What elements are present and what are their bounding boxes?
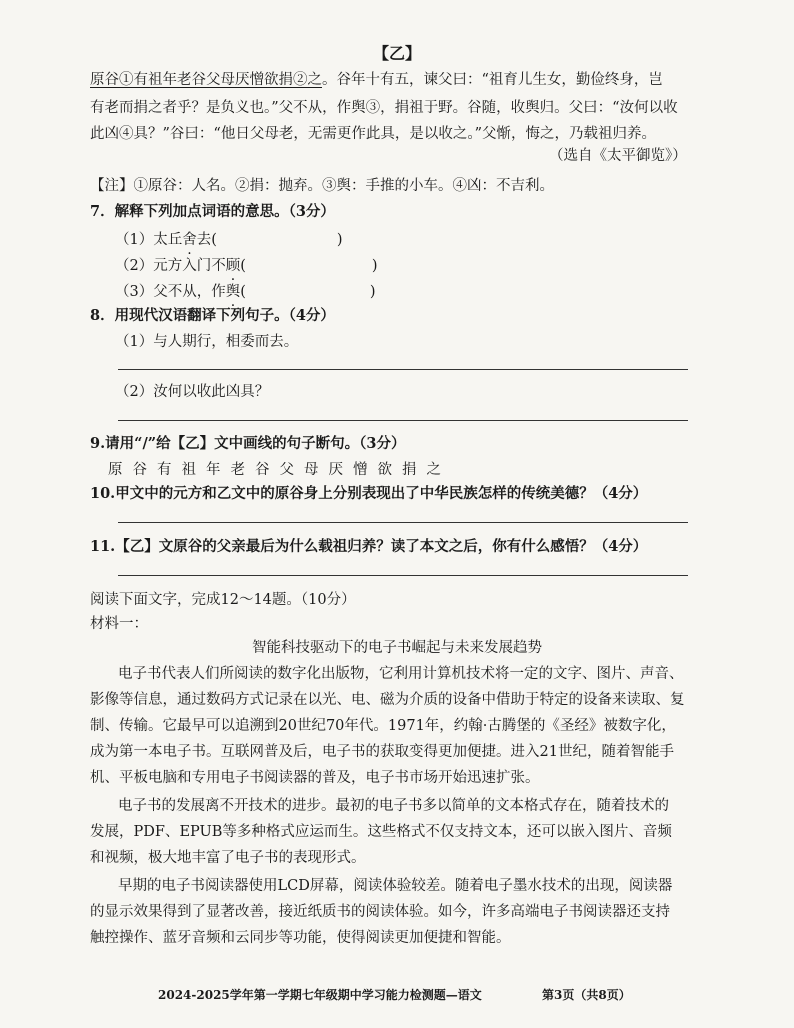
annotation-note: 【注】①原谷：人名。②捐：抛弃。③舆：手推的小车。④凶：不吉利。 [90, 178, 554, 194]
q7-item-2: （2）元方入门不顾( ) [115, 258, 378, 274]
material-label: 材料一： [90, 616, 148, 632]
q10-title: 10.甲文中的元方和乙文中的原谷身上分别表现出了中华民族怎样的传统美德？（4分） [90, 485, 648, 502]
q9-title: 9.请用“/”给【乙】文中画线的句子断句。（3分） [90, 435, 406, 452]
p3-line-1: 早期的电子书阅读器使用LCD屏幕，阅读体验较差。随着电子墨水技术的出现，阅读器 [118, 878, 673, 894]
answer-line[interactable] [118, 420, 688, 421]
q7-item-1: （1）太丘舍去( ) [115, 232, 343, 248]
p1-line-2: 影像等信息，通过数码方式记录在以光、电、磁为介质的设备中借助于特定的设备来读取、复 [90, 692, 685, 708]
dotted-word: 舍 [182, 232, 197, 248]
q9-sentence: 原谷有祖年老谷父母厌憎欲捐之 [108, 462, 451, 478]
dotted-word: 舆 [225, 284, 241, 300]
p1-line-4: 成为第一本电子书。互联网普及后，电子书的获取变得更加便捷。进入21世纪，随着智能手 [90, 744, 674, 760]
q7-item-3: （3）父不从，作舆( ) [115, 284, 376, 300]
p3-line-3: 触控操作、蓝牙音频和云同步等功能，使得阅读更加便捷和智能。 [90, 930, 511, 946]
yi-line-1 [90, 70, 663, 90]
yi-line-2: 有老而捐之者乎？是负义也。”父不从，作舆③，捐祖于野。谷随，收舆归。父曰：“汝何以收 [90, 100, 678, 116]
q8-sentence-2: （2）汝何以收此凶具？ [115, 384, 270, 400]
yi-source: （选自《太平御览》） [549, 148, 687, 164]
reading-intro: 阅读下面文字，完成12～14题。（10分） [90, 592, 356, 608]
q8-sentence-1: （1）与人期行，相委而去。 [115, 334, 299, 350]
q7-title: 7．解释下列加点词语的意思。（3分） [90, 203, 335, 220]
p2-line-3: 和视频，极大地丰富了电子书的表现形式。 [90, 850, 366, 866]
dotted-word: 顾 [225, 258, 241, 274]
article-title: 智能科技驱动下的电子书崛起与未来发展趋势 [252, 640, 542, 656]
q8-title: 8．用现代汉语翻译下列句子。（4分） [90, 307, 335, 324]
p1-line-1: 电子书代表人们所阅读的数字化出版物，它利用计算机技术将一定的文字、图片、声音、 [118, 666, 684, 682]
p1-line-3: 制、传输。它最早可以追溯到20世纪70年代。1971年，约翰·古腾堡的《圣经》被数字化， [90, 718, 676, 734]
footer-exam-title: 2024-2025学年第一学期七年级期中学习能力检测题—语文 [158, 988, 482, 1002]
yi-line-1-rest: 。谷年十有五，谏父曰：“祖育儿生女，勤俭终身，岂 [322, 72, 663, 88]
yi-line-3: 此凶④具？”谷曰：“他日父母老，无需更作此具，是以收之。”父惭，悔之，乃载祖归养。 [90, 126, 656, 142]
answer-line[interactable] [118, 369, 688, 370]
footer-page-number: 第3页（共8页） [542, 988, 631, 1002]
p2-line-1: 电子书的发展离不开技术的进步。最初的电子书多以简单的文本格式存在，随着技术的 [118, 798, 669, 814]
p3-line-2: 的显示效果得到了显著改善，接近纸质书的阅读体验。如今，许多高端电子书阅读器还支持 [90, 904, 670, 920]
p2-line-2: 发展，PDF、EPUB等多种格式应运而生。这些格式不仅支持文本，还可以嵌入图片、音频 [90, 824, 672, 840]
yi-heading: 【乙】 [372, 44, 421, 63]
yi-underlined-sentence: 原谷①有祖年老谷父母厌憎欲捐②之 [90, 72, 322, 88]
answer-line[interactable] [118, 522, 688, 523]
p1-line-5: 机、平板电脑和专用电子书阅读器的普及，电子书市场开始迅速扩张。 [90, 770, 540, 786]
answer-line[interactable] [118, 575, 688, 576]
q11-title: 11.【乙】文原谷的父亲最后为什么载祖归养？读了本文之后，你有什么感悟？（4分） [90, 538, 648, 555]
